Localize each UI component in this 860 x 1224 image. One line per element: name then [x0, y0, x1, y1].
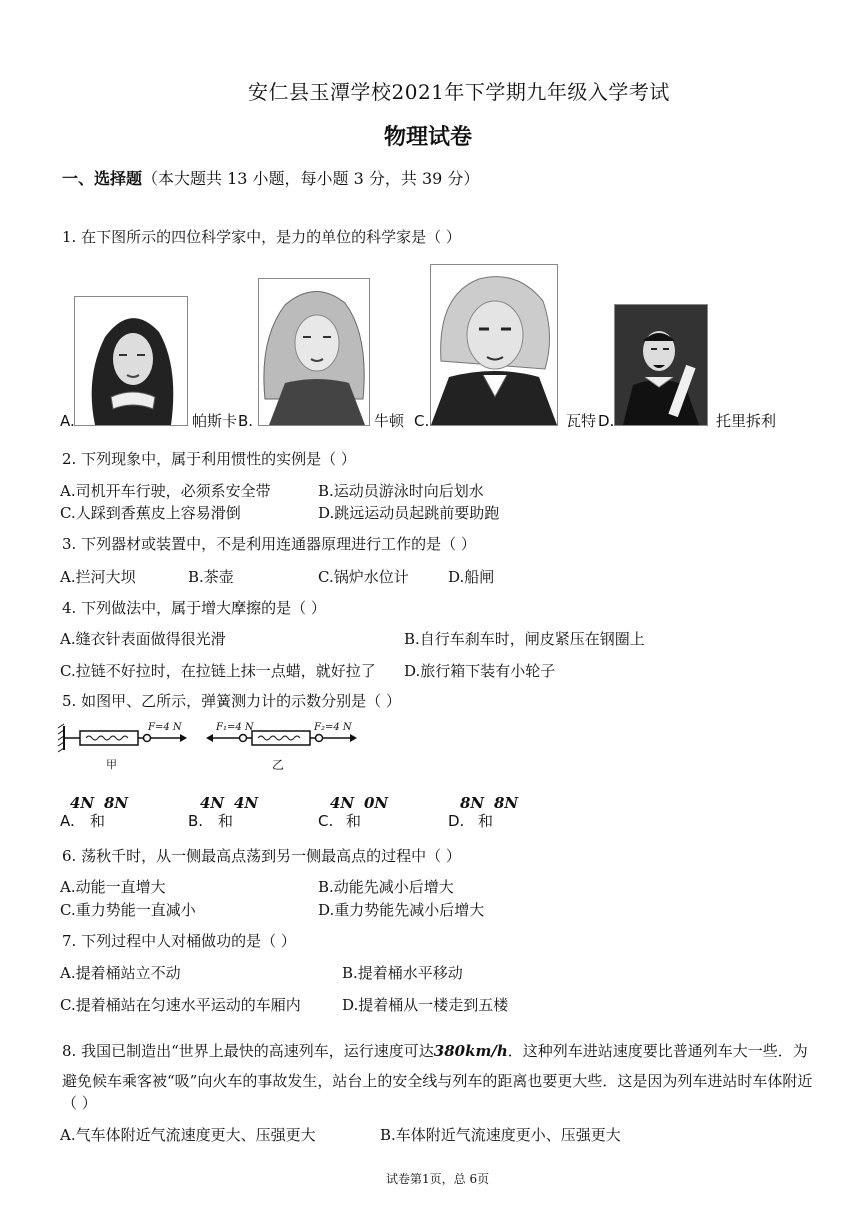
question-2-option-d: D.跳远运动员起跳前要助跑 — [318, 504, 500, 522]
q5-option-d-and: 和 — [478, 812, 494, 830]
question-7-option-b: B.提着桶水平移动 — [342, 964, 463, 982]
portrait-torricelli — [614, 304, 708, 426]
q5-option-c-value-1: 4N — [330, 794, 355, 812]
q5-option-a-value-1: 4N — [70, 794, 95, 812]
question-7-stem: 7. 下列过程中人对桶做功的是（ ） — [62, 932, 296, 950]
option-d-letter: D. — [598, 412, 615, 430]
section-heading-note: （本大题共 13 小题，每小题 3 分，共 39 分） — [142, 169, 480, 188]
question-8-option-a: A.气车体附近气流速度更大、压强更大 — [60, 1126, 316, 1144]
question-6-stem: 6. 荡秋千时，从一侧最高点荡到另一侧最高点的过程中（ ） — [62, 847, 461, 865]
question-8-stem-line-2: 避免候车乘客被“吸”向火车的事故发生，站台上的安全线与列车的距离也要更大些．这是因为列车进站时车体附近 — [62, 1072, 813, 1090]
question-4-stem: 4. 下列做法中，属于增大摩擦的是（ ） — [62, 599, 326, 617]
question-3-option-d: D.船闸 — [448, 568, 495, 586]
question-8-option-b: B.车体附近气流速度更小、压强更大 — [380, 1126, 621, 1144]
q5-option-b-value-2: 4N — [234, 794, 259, 812]
exam-school-title: 安仁县玉潭学校2021年下学期九年级入学考试 — [248, 80, 670, 104]
question-2-option-b: B.运动员游泳时向后划水 — [318, 482, 484, 500]
portrait-watt — [430, 264, 558, 426]
section-heading — [62, 166, 479, 189]
q5-option-a-letter: A. — [60, 812, 75, 830]
question-4-option-d: D.旅行箱下装有小轮子 — [404, 662, 556, 680]
question-5-stem: 5. 如图甲、乙所示，弹簧测力计的示数分别是（ ） — [62, 692, 401, 710]
question-1-stem: 1. 在下图所示的四位科学家中，是力的单位的科学家是（ ） — [62, 228, 461, 246]
question-8-speed: 380km/h — [433, 1042, 508, 1060]
question-7-option-c: C.提着桶站在匀速水平运动的车厢内 — [60, 996, 301, 1014]
figure-yi — [206, 731, 357, 745]
exam-subject-title: 物理试卷 — [384, 124, 473, 150]
question-7-option-a: A.提着桶站立不动 — [60, 964, 181, 982]
question-4-option-a: A.缝衣针表面做得很光滑 — [60, 630, 226, 648]
question-2-option-c: C.人踩到香蕉皮上容易滑倒 — [60, 504, 241, 522]
q5-option-c-and: 和 — [346, 812, 362, 830]
option-d-name: 托里拆利 — [716, 412, 777, 430]
q5-option-a-value-2: 8N — [104, 794, 129, 812]
q5-option-c-value-2: 0N — [364, 794, 389, 812]
portrait-newton — [258, 278, 370, 426]
question-3-option-c: C.锅炉水位计 — [318, 568, 409, 586]
page-footer: 试卷第1页，总 6页 — [386, 1172, 490, 1186]
question-6-option-d: D.重力势能先减小后增大 — [318, 901, 485, 919]
option-c-name: 瓦特 — [566, 412, 597, 430]
option-b-name: 牛顿 — [374, 412, 405, 430]
question-8-stem-part-1: 8. 我国已制造出“世界上最快的高速列车，运行速度可达 — [62, 1042, 434, 1060]
question-7-option-d: D.提着桶从一楼走到五楼 — [342, 996, 509, 1014]
q5-option-a-and: 和 — [90, 812, 106, 830]
figure-jia-label: 甲 — [106, 758, 117, 771]
question-2-option-a: A.司机开车行驶，必须系安全带 — [60, 482, 271, 500]
question-6-option-a: A.动能一直增大 — [60, 878, 166, 896]
question-8-stem-line-1 — [62, 1040, 808, 1061]
option-c-letter: C. — [414, 412, 430, 430]
question-4-option-c: C.拉链不好拉时，在拉链上抹一点蜡，就好拉了 — [60, 662, 376, 680]
question-6-option-b: B.动能先减小后增大 — [318, 878, 454, 896]
section-heading-title: 一、选择题 — [62, 169, 143, 188]
question-3-option-a: A.拦河大坝 — [60, 568, 136, 586]
question-3-stem: 3. 下列器材或装置中，不是利用连通器原理进行工作的是（ ） — [62, 535, 476, 553]
option-b-letter: B. — [238, 412, 254, 430]
figure-yi-label: 乙 — [272, 758, 285, 772]
option-a-letter: A. — [60, 412, 75, 430]
figure-yi-force-2: F₂=4 N — [314, 722, 352, 733]
question-2-stem: 2. 下列现象中，属于利用惯性的实例是（ ） — [62, 450, 356, 468]
question-8-stem-part-2: ．这种列车进站速度要比普通列车大一些．为 — [507, 1042, 808, 1060]
question-6-option-c: C.重力势能一直减小 — [60, 901, 196, 919]
q5-option-b-value-1: 4N — [200, 794, 225, 812]
figure-jia-force: F=4 N — [148, 722, 182, 733]
question-4-option-b: B.自行车刹车时，闸皮紧压在钢圈上 — [404, 630, 645, 648]
question-3-option-b: B.茶壶 — [188, 568, 234, 586]
q5-option-d-letter: D. — [448, 812, 465, 830]
q5-option-c-letter: C. — [318, 812, 334, 830]
q5-option-b-letter: B. — [188, 812, 204, 830]
option-a-name: 帕斯卡 — [192, 412, 238, 430]
q5-option-b-and: 和 — [218, 812, 234, 830]
q5-option-d-value-1: 8N — [460, 794, 485, 812]
portrait-pascal — [74, 296, 188, 426]
figure-yi-force-1: F₁=4 N — [216, 722, 254, 733]
q5-option-d-value-2: 8N — [494, 794, 519, 812]
question-8-stem-line-3: （ ） — [62, 1094, 97, 1112]
